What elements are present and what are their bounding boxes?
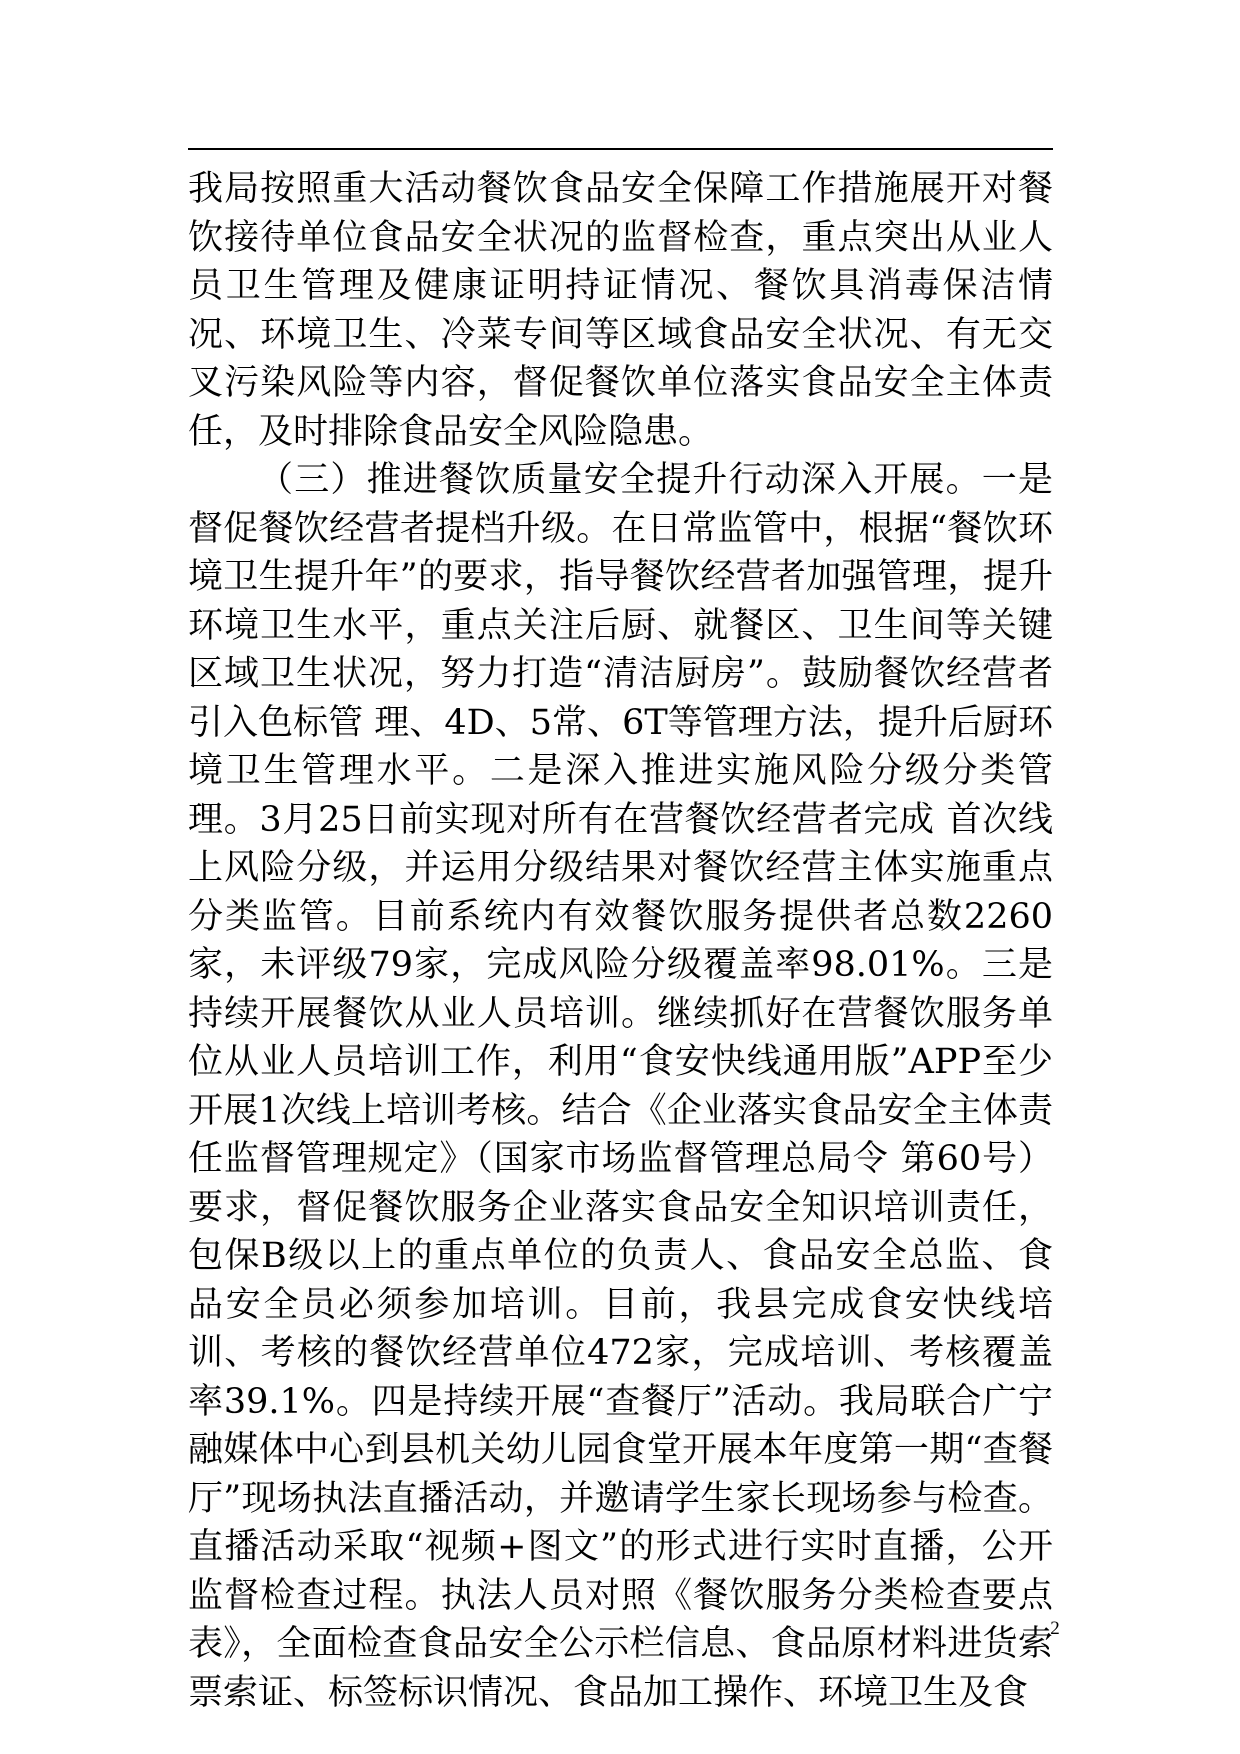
header-rule — [188, 148, 1053, 150]
page-number: 2 — [1050, 1618, 1060, 1639]
body-text — [188, 165, 1053, 1717]
paragraph-1: 我局按照重大活动餐饮食品安全保障工作措施展开对餐饮接待单位食品安全状况的监督检查，重点突出从业人员卫生管理及健康证明持证情况、餐饮具消毒保洁情况、环境卫生、冷菜专间等区域食品安全状况、有无交叉污染风险等内容，督促餐饮单位落实食品安全主体责任，及时排除食品安全风险隐患。 — [188, 169, 1053, 452]
paragraph-2: （三）推进餐饮质量安全提升行动深入开展。一是督促餐饮经营者提档升级。在日常监管中，根据“餐饮环境卫生提升年”的要求，指导餐饮经营者加强管理，提升环境卫生水平，重点关注后厨、就餐区、卫生间等关键区域卫生状况，努力打造“清洁厨房”。鼓励餐饮经营者引入色标管 理、4D、5常、6T等管理方法，提升后厨环境卫生管理水平。二是深入推进实施风险分级分类管理。3月25日前实现对所有在营餐饮经营者完成 首次线上风险分级，并运用分级结果对餐饮经营主体实施重点分类监管。目前系统内有效餐饮服务提供者总数2260家，未评级79家，完成风险分级覆盖率98.01%。三是持续开展餐饮从业人员培训。继续抓好在营餐饮服务单位从业人员培训工作，利用“食安快线通用版”APP至少开展1次线上培训考核。结合《企业落实食品安全主体责任监督管理规定》（国家市场监督管理总局令 第60号）要求，督促餐饮服务企业落实食品安全知识培训责任，包保B级以上的重点单位的负责人、食品安全总监、食品安全员必须参加培训。目前，我县完成食安快线培训、考核的餐饮经营单位472家，完成培训、考核覆盖率39.1%。四是持续开展“查餐厅”活动。我局联合广宁融媒体中心到县机关幼儿园食堂开展本年度第一期“查餐厅”现场执法直播活动，并邀请学生家长现场参与检查。直播活动采取“视频+图文”的形式进行实时直播，公开监督检查过程。执法人员对照《餐饮服务分类检查要点表》，全面检查食品安全公示栏信息、食品原材料进货索票索证、标签标识情况、食品加工操作、环境卫生及食 — [188, 460, 1053, 1713]
